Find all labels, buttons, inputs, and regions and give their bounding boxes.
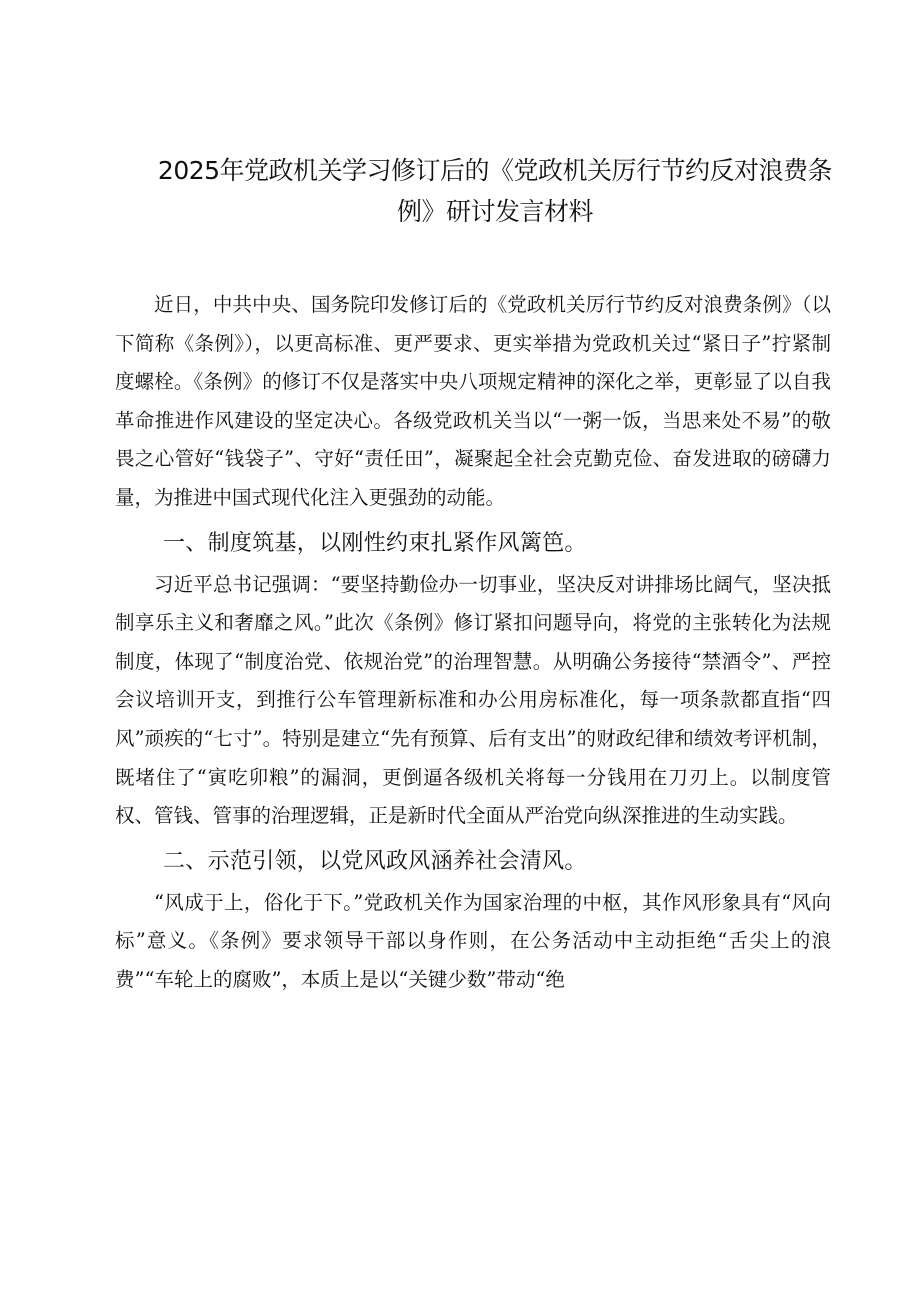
intro-paragraph: 近日，中共中央、国务院印发修订后的《党政机关厉行节约反对浪费条例》（以下简称《条例》），以更高标准、更严要求、更实举措为党政机关过“紧日子”拧紧制度螺栓。《条例》的修订不仅是落实中央八项规定精神的深化之举，更彰显了以自我革命推进作风建设的坚定决心。各级党政机关当以“一粥一饭，当思来处不易”的敬畏之心管好“钱袋子”、守好“责任田”，凝聚起全社会克勤克俭、奋发进取的磅礴力量，为推进中国式现代化注入更强劲的动能。 bbox=[115, 293, 831, 509]
section-2-paragraph: “风成于上，俗化于下。”党政机关作为国家治理的中枢，其作风形象具有“风向标”意义。《条例》要求领导干部以身作则，在公务活动中主动拒绝“舌尖上的浪费”“车轮上的腐败”，本质上是以“关键少数”带动“绝 bbox=[115, 890, 831, 991]
document-body bbox=[115, 286, 831, 1000]
section-1-heading: 一、制度筑基，以刚性约束扎紧作风篱笆。 bbox=[163, 530, 587, 556]
section-1-paragraph: 习近平总书记强调：“要坚持勤俭办一切事业，坚决反对讲排场比阔气，坚决抵制享乐主义和奢靡之风。”此次《条例》修订紧扣问题导向，将党的主张转化为法规制度，体现了“制度治党、依规治党”的治理智慧。从明确公务接待“禁酒令”、严控会议培训开支，到推行公车管理新标准和办公用房标准化，每一项条款都直指“四风”顽疾的“七寸”。特别是建立“先有预算、后有支出”的财政纪律和绩效考评机制，既堵住了“寅吃卯粮”的漏洞，更倒逼各级机关将每一分钱用在刀刃上。以制度管权、管钱、管事的治理逻辑，正是新时代全面从严治党向纵深推进的生动实践。 bbox=[115, 572, 831, 828]
document-title: 2025年党政机关学习修订后的《党政机关厉行节约反对浪费条例》研讨发言材料 bbox=[157, 156, 833, 226]
section-2-heading: 二、示范引领，以党风政风涵养社会清风。 bbox=[163, 848, 587, 874]
